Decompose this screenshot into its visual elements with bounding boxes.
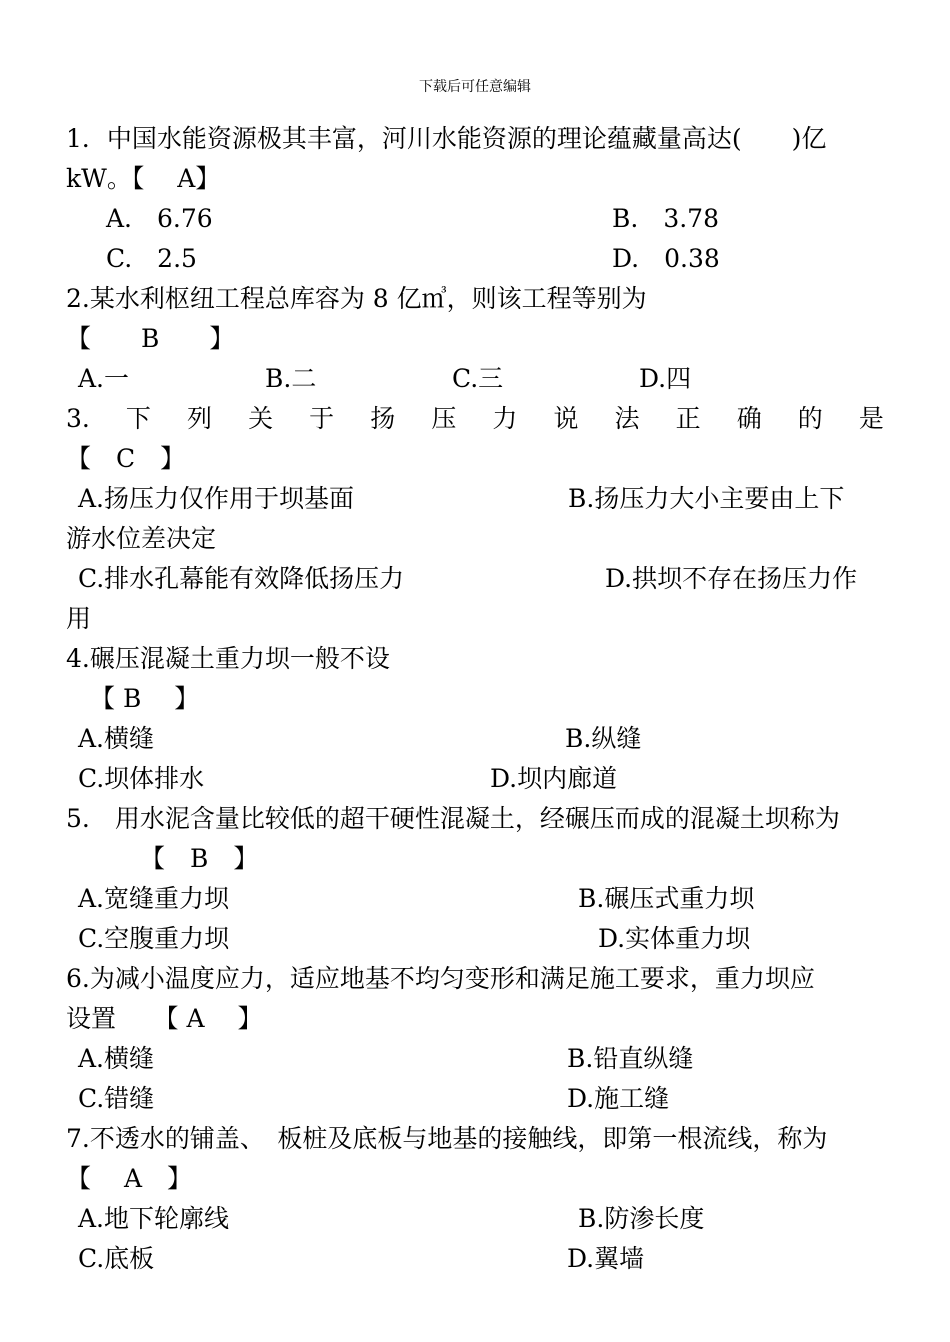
q3-option-a: A.扬压力仅作用于坝基面 <box>78 484 355 513</box>
q6-stem-line2: 设置 【 A 】 <box>66 1004 263 1033</box>
q6-stem-line1: 6.为减小温度应力，适应地基不均匀变形和满足施工要求，重力坝应 <box>66 964 815 993</box>
q2-option-a: A.一 <box>78 364 130 393</box>
q7-answer: 【 A 】 <box>66 1164 193 1193</box>
q3-stem-char: 扬 <box>370 404 396 433</box>
q2-answer: 【 B 】 <box>66 324 235 353</box>
q7-option-a: A.地下轮廓线 <box>78 1204 230 1233</box>
q5-option-a: A.宽缝重力坝 <box>78 884 230 913</box>
q3-stem-char: 压 <box>431 404 457 433</box>
q3-option-b-line2: 游水位差决定 <box>66 524 217 553</box>
q3-answer: 【 C 】 <box>66 444 186 473</box>
q4-stem: 4.碾压混凝土重力坝一般不设 <box>66 644 390 673</box>
q7-stem: 7.不透水的铺盖、 板桩及底板与地基的接触线，即第一根流线，称为 <box>66 1124 828 1153</box>
q3-stem-char: 说 <box>553 404 579 433</box>
q6-option-a: A.横缝 <box>78 1044 155 1073</box>
q1-option-b: B. 3.78 <box>612 204 719 233</box>
q3-option-b-line1: B.扬压力大小主要由上下 <box>568 484 845 513</box>
q1-option-c: C. 2.5 <box>106 244 197 273</box>
q3-stem-char: 下 <box>125 404 151 433</box>
q5-stem: 5. 用水泥含量比较低的超干硬性混凝土，经碾压而成的混凝土坝称为 <box>66 804 840 833</box>
q7-option-c: C.底板 <box>78 1244 155 1273</box>
q6-option-b: B.铅直纵缝 <box>567 1044 694 1073</box>
page-header: 下载后可任意编辑 <box>419 79 531 95</box>
q3-stem <box>66 404 884 434</box>
q1-option-a: A. 6.76 <box>106 204 213 233</box>
q3-stem-char: 法 <box>614 404 640 433</box>
q3-option-d-line1: D.拱坝不存在扬压力作 <box>605 564 858 593</box>
q2-option-c: C.三 <box>452 364 504 393</box>
q3-option-c: C.排水孔幕能有效降低扬压力 <box>78 564 405 593</box>
q7-option-b: B.防渗长度 <box>578 1204 705 1233</box>
q3-stem-char: 于 <box>309 404 335 433</box>
q3-stem-char: 关 <box>248 404 274 433</box>
q1-stem-line1: 1．中国水能资源极其丰富，河川水能资源的理论蕴藏量高达( )亿 <box>66 124 827 153</box>
q1-stem-line2: kW。【 A】 <box>66 164 221 193</box>
q5-option-c: C.空腹重力坝 <box>78 924 230 953</box>
q3-stem-char: 3. <box>66 404 90 433</box>
q5-option-b: B.碾压式重力坝 <box>578 884 755 913</box>
q2-stem: 2.某水利枢纽工程总库容为 8 亿㎥，则该工程等别为 <box>66 284 647 313</box>
q4-option-c: C.坝体排水 <box>78 764 205 793</box>
q3-stem-char: 力 <box>492 404 518 433</box>
q4-option-a: A.横缝 <box>78 724 155 753</box>
q2-option-b: B.二 <box>265 364 317 393</box>
q3-stem-char: 正 <box>675 404 701 433</box>
q7-option-d: D.翼墙 <box>567 1244 645 1273</box>
q5-option-d: D.实体重力坝 <box>598 924 751 953</box>
q4-answer: 【 B 】 <box>90 684 200 713</box>
q3-stem-char: 的 <box>797 404 823 433</box>
q4-option-d: D.坝内廊道 <box>490 764 618 793</box>
q1-option-d: D. 0.38 <box>612 244 720 273</box>
q3-stem-char: 列 <box>187 404 213 433</box>
q4-option-b: B.纵缝 <box>565 724 642 753</box>
q6-option-c: C.错缝 <box>78 1084 155 1113</box>
q3-stem-char: 确 <box>736 404 762 433</box>
q3-stem-char: 是 <box>858 404 884 433</box>
q3-option-d-line2: 用 <box>66 604 92 633</box>
q5-answer: 【 B 】 <box>140 844 259 873</box>
q2-option-d: D.四 <box>639 364 692 393</box>
q6-option-d: D.施工缝 <box>567 1084 670 1113</box>
